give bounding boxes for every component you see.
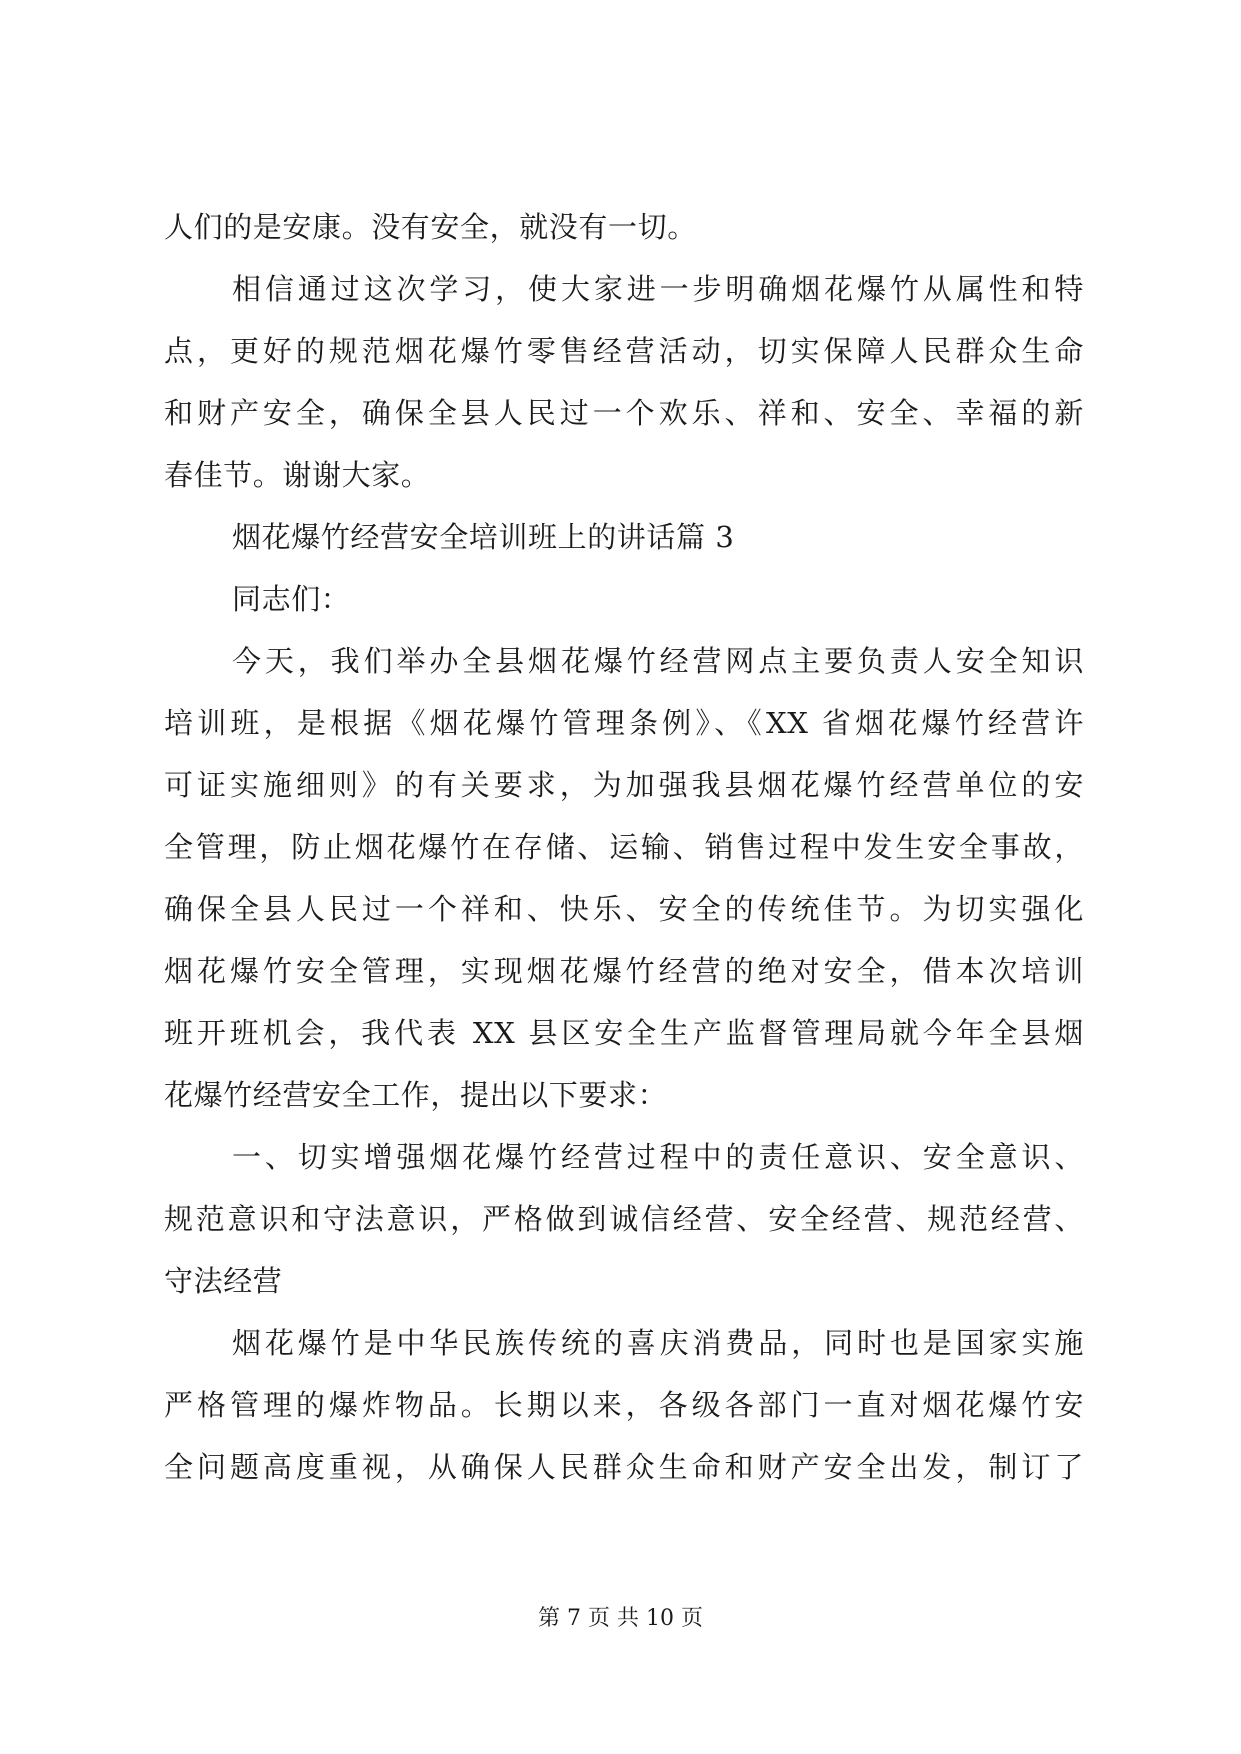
paragraph-first-line: 烟花爆竹是中华民族传统的喜庆消费品，同时也是国家实施: [232, 1326, 1084, 1360]
paragraph-first-line: 今天，我们举办全县烟花爆竹经营网点主要负责人安全知识: [232, 644, 1084, 678]
text-line: 守法经营: [164, 1264, 283, 1298]
text-line: 班开班机会，我代表 XX 县区安全生产监督管理局就今年全县烟: [164, 1016, 1084, 1050]
salutation: 同志们：: [232, 582, 351, 616]
numbered-heading-line: 一、切实增强烟花爆竹经营过程中的责任意识、安全意识、: [232, 1140, 1084, 1174]
text-line: 烟花爆竹安全管理，实现烟花爆竹经营的绝对安全，借本次培训: [164, 954, 1084, 988]
text-line: 全管理，防止烟花爆竹在存储、运输、销售过程中发生安全事故，: [164, 830, 1084, 864]
text-line: 和财产安全，确保全县人民过一个欢乐、祥和、安全、幸福的新: [164, 396, 1084, 430]
section-title: 烟花爆竹经营安全培训班上的讲话篇 3: [232, 520, 735, 554]
text-line: 春佳节。谢谢大家。: [164, 458, 431, 492]
text-line: 花爆竹经营安全工作，提出以下要求：: [164, 1078, 668, 1112]
text-line: 培训班，是根据《烟花爆竹管理条例》、《XX 省烟花爆竹经营许: [164, 706, 1084, 740]
paragraph-first-line: 相信通过这次学习，使大家进一步明确烟花爆竹从属性和特: [232, 272, 1084, 306]
text-line: 规范意识和守法意识，严格做到诚信经营、安全经营、规范经营、: [164, 1202, 1084, 1236]
page-number-footer: 第 7 页 共 10 页: [538, 1606, 703, 1631]
text-line: 可证实施细则》的有关要求，为加强我县烟花爆竹经营单位的安: [164, 768, 1084, 802]
text-line: 点，更好的规范烟花爆竹零售经营活动，切实保障人民群众生命: [164, 334, 1084, 368]
text-line: 确保全县人民过一个祥和、快乐、安全的传统佳节。为切实强化: [164, 892, 1084, 926]
text-line: 人们的是安康。没有安全，就没有一切。: [164, 210, 697, 244]
text-line: 全问题高度重视，从确保人民群众生命和财产安全出发，制订了: [164, 1450, 1084, 1484]
text-line: 严格管理的爆炸物品。长期以来，各级各部门一直对烟花爆竹安: [164, 1388, 1084, 1422]
document-body: [164, 196, 1084, 1498]
